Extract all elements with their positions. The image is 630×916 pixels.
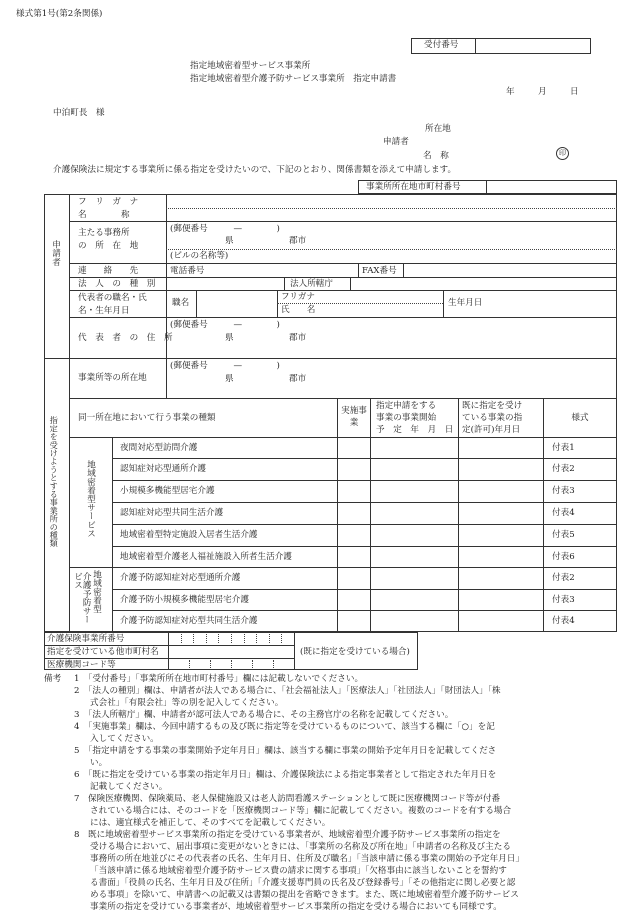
note-line: 記載してください。 [90, 782, 168, 792]
note-line: 5 「指定申請をする事業の事業開始予定年月日」欄は、該当する欄に事業の開始予定年月日を記載してくださ [74, 746, 497, 756]
rep-label-1: 代表者の職名・氏 [78, 293, 147, 303]
service-row-2: 認知症対応型通所介護 [120, 464, 206, 474]
note-line: されている場合には、そのコードを「医療機関コード等」欄に記載してください。複数のコードを有する場合 [90, 806, 512, 816]
main-office-label-2: の 所 在 地 [78, 241, 139, 251]
service2-row-3-form: 付表4 [552, 616, 575, 626]
seal-mark: 印 [556, 147, 569, 160]
service-row-1-form: 付表1 [552, 443, 575, 453]
note-line: める事項」を除いて、申請書への記載又は書類の提出を省略できます。また、既に地域密着型介護予防サービス [90, 890, 519, 900]
note-line: 式会社」「有限会社」等の別を記入してください。 [90, 698, 284, 708]
note-line: には、適宜様式を補正して、そのすべてを記載してください。 [90, 818, 331, 828]
group-community2-label: 地域密着型 [91, 570, 102, 613]
note-line: 受ける場合において、届出事項に変更がないときには、「事業所の名称及び所在地」「申請者の名称及び主たる [90, 842, 511, 852]
position-label: 職名 [172, 298, 190, 308]
service-row-3: 小規模多機能型居宅介護 [120, 486, 215, 496]
note-line: 入してください。 [90, 734, 159, 744]
note-line: 6 「既に指定を受けている事業の指定年月日」欄は、介護保険法による指定事業者として指定された年月日を [74, 770, 497, 780]
note-line: 2 「法人の種別」欄は、申請者が法人である場合に、「社会福祉法人」「医療法人」「社団法人」「財団法人」「株 [74, 686, 501, 696]
corp-office-label: 法人所轄庁 [290, 279, 333, 289]
service-row-5: 地域密着型特定施設入居者生活介護 [120, 530, 258, 540]
other-city-label: 指定を受けている他市町村名 [47, 647, 159, 657]
main-office-postal: (郵便番号 — ) [170, 224, 280, 234]
form-number: 様式第1号(第2条関係) [16, 9, 103, 19]
col-start-2: 事業の事業開始 [376, 413, 437, 423]
col-prev-3: 定(許可)年月日 [462, 425, 521, 435]
rep-postal: (郵便番号 — ) [170, 320, 280, 330]
fax-label: FAX番号 [362, 266, 397, 276]
applicant-location-label: 所在地 [425, 124, 451, 134]
office-pref: 県 [225, 374, 234, 384]
main-office-pref: 県 [225, 236, 234, 246]
title-line-1: 指定地域密着型サービス事業所 [190, 61, 311, 71]
service2-row-1-form: 付表2 [552, 573, 575, 583]
note-line: 8 既に地域密着型サービス事業所の指定を受けている事業者が、地域密着型介護予防サービス事業所の指定を [74, 830, 501, 840]
digit-separator [210, 660, 211, 668]
group-preventive-label: 介護予防サービス [72, 572, 92, 624]
col-start-3: 予 定 年 月 日 [376, 425, 454, 435]
service2-row-1: 介護予防認知症対応型通所介護 [120, 573, 241, 583]
service-row-4: 認知症対応型共同生活介護 [120, 508, 224, 518]
digit-separator [218, 634, 219, 643]
note-line: 事業所の指定を受けている事業者が、地域密着型サービス事業所の指定を受ける場合においても同様です。 [90, 902, 502, 912]
date-month: 月 [538, 87, 547, 97]
service2-row-2: 介護予防小規模多機能型居宅介護 [120, 595, 249, 605]
building-label: (ビルの名称等) [170, 251, 229, 261]
service-row-5-form: 付表5 [552, 530, 575, 540]
insurance-note: (既に指定を受けている場合) [300, 647, 410, 657]
service-row-4-form: 付表4 [552, 508, 575, 518]
municipal-code-label: 事業所所在地市町村番号 [366, 182, 461, 192]
col-prev-2: ている事業の指 [462, 413, 523, 423]
digit-separator [273, 660, 274, 668]
digit-separator [252, 660, 253, 668]
digit-separator [193, 634, 194, 643]
service2-row-2-form: 付表3 [552, 595, 575, 605]
applicant-label: 申請者 [383, 137, 409, 147]
service2-row-3: 介護予防認知症対応型共同生活介護 [120, 616, 258, 626]
rep-address-label: 代 表 者 の 住 所 [78, 333, 173, 343]
service-row-2-form: 付表2 [552, 464, 575, 474]
date-year: 年 [506, 87, 515, 97]
col-start-1: 指定申請をする [376, 401, 437, 411]
main-office-label-1: 主たる事務所 [78, 228, 130, 238]
date-day: 日 [570, 87, 579, 97]
medical-code-label: 医療機関コード等 [47, 660, 116, 670]
furigana2-label: フリガナ [281, 292, 315, 302]
birth-label: 生年月日 [448, 298, 483, 308]
main-office-city: 郡市 [289, 236, 307, 246]
note-line: 3 「法人所轄庁」欄、申請者が認可法人である場合に、その主務官庁の名称を記載してください。 [74, 710, 454, 720]
intro-text: 介護保険法に規定する事業所に係る指定を受けたいので、下記のとおり、関係書類を添えて申請します。 [53, 165, 457, 175]
col-implemented: 実施事業 [341, 406, 367, 429]
digit-separator [231, 660, 232, 668]
office-city: 郡市 [289, 374, 307, 384]
digit-separator [181, 634, 182, 643]
notes-label: 備考 [44, 674, 62, 684]
note-line: い。 [90, 758, 108, 768]
rep-city: 郡市 [289, 333, 307, 343]
note-line: 1 「受付番号」「事業所所在地市町村番号」欄には記載しないでください。 [74, 674, 364, 684]
section-office-label: 指定を受けようとする事業所の種類 [49, 416, 60, 548]
insurance-number-label: 介護保険事業所番号 [47, 634, 125, 644]
col-prev-1: 既に指定を受け [462, 401, 523, 411]
group-community-label: 地域密着型サービス [85, 460, 96, 538]
contact-label: 連 絡 先 [78, 266, 139, 276]
digit-separator [244, 634, 245, 643]
col-form: 様式 [571, 413, 589, 423]
note-line: 事務所の所在地並びにその代表者の氏名、生年月日、住所及び職名」「当該申請に係る事業の開始の予定年月日」 [90, 854, 524, 864]
applicant-name-label: 名 称 [423, 151, 449, 161]
name-label: 名 称 [78, 210, 130, 220]
rep-label-2: 名・生年月日 [78, 306, 130, 316]
digit-separator [269, 634, 270, 643]
corp-type-label: 法 人 の 種 別 [78, 279, 156, 289]
section-applicant-label: 申請者 [50, 240, 61, 266]
note-line: 7 保険医療機関、保険薬局、老人保健施設又は老人訪問看護ステーションとして既に医療機関コード等が付番 [74, 794, 501, 804]
note-line: 4 「実施事業」欄は、今回申請するもの及び既に指定等を受けているものについて、該当する欄に「○」を記 [74, 722, 495, 732]
note-line: る書面」「役員の氏名、生年月日及び住所」「介護支援専門員の氏名及び登録番号」「その他指定に関し必要と認 [90, 878, 516, 888]
tel-label: 電話番号 [170, 266, 205, 276]
service-row-6-form: 付表6 [552, 552, 575, 562]
digit-separator [281, 634, 282, 643]
office-postal: (郵便番号 — ) [170, 361, 280, 371]
service-row-1: 夜間対応型訪問介護 [120, 443, 198, 453]
addressee: 中泊町長 様 [53, 108, 105, 118]
office-address-label: 事業所等の所在地 [78, 373, 147, 383]
note-line: 「当該申請に係る地域密着型介護予防サービス費の請求に関する事項」「欠格事由に該当しないことを誓約す [90, 866, 507, 876]
service-row-3-form: 付表3 [552, 486, 575, 496]
service-row-6: 地域密着型介護老人福祉施設入所者生活介護 [120, 552, 292, 562]
furigana-label: フ リ ガ ナ [78, 197, 139, 207]
digit-separator [231, 634, 232, 643]
shimei-label: 氏 名 [281, 305, 316, 315]
receipt-number-label: 受付番号 [424, 40, 459, 50]
same-location-label: 同一所在地において行う事業の種類 [78, 413, 216, 423]
title-line-2: 指定地域密着型介護予防サービス事業所 指定申請書 [190, 74, 397, 84]
digit-separator [206, 634, 207, 643]
digit-separator [189, 660, 190, 668]
digit-separator [256, 634, 257, 643]
rep-pref: 県 [225, 333, 234, 343]
